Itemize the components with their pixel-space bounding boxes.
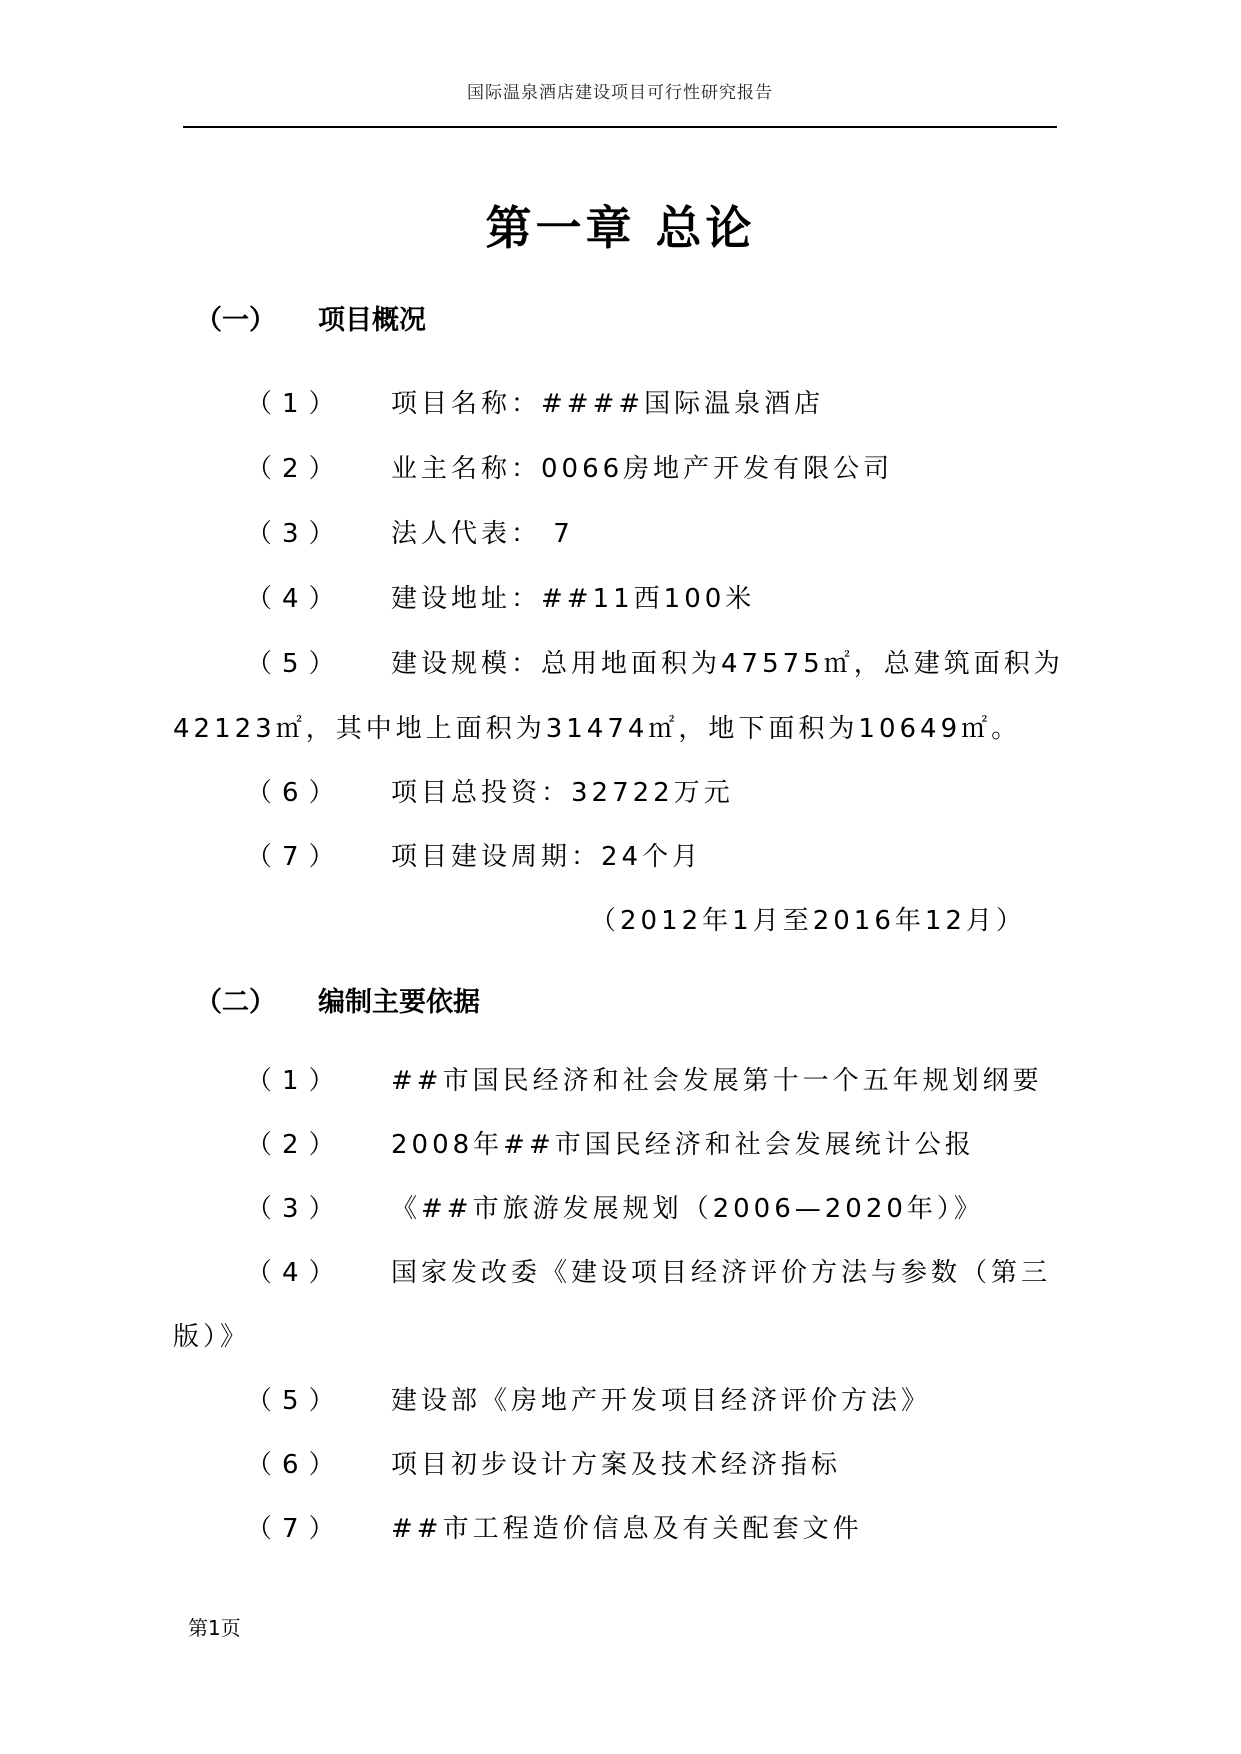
- list-item: [246, 836, 702, 873]
- item-text: ##市国民经济和社会发展第十一个五年规划纲要: [391, 1066, 1043, 1096]
- list-item: [246, 1188, 984, 1225]
- item-text: 项目名称：####国际温泉酒店: [391, 389, 825, 419]
- item-text: 项目初步设计方案及技术经济指标: [391, 1450, 842, 1480]
- item-text: 项目总投资：32722万元: [391, 778, 734, 808]
- item-text: 2008年##市国民经济和社会发展统计公报: [391, 1130, 975, 1160]
- list-item: [246, 1444, 841, 1481]
- item-number: （1）: [246, 1066, 345, 1096]
- item-number: （7）: [246, 842, 345, 872]
- item-text: ##市工程造价信息及有关配套文件: [391, 1514, 863, 1544]
- item-number: （7）: [246, 1514, 345, 1544]
- construction-period-note: （2012年1月至2016年12月）: [590, 906, 1026, 936]
- item-number: （6）: [246, 778, 345, 808]
- list-item: [246, 772, 734, 809]
- list-item: [246, 1380, 931, 1417]
- item-text: 建设规模：总用地面积为47575㎡，总建筑面积为: [391, 649, 1064, 679]
- page-number: 第1页: [188, 1616, 241, 1640]
- item-number: （5）: [246, 1386, 345, 1416]
- section-number: （二）: [195, 987, 276, 1018]
- list-item: [246, 1060, 1043, 1097]
- running-header: 国际温泉酒店建设项目可行性研究报告: [467, 83, 773, 103]
- item-text: 建设部《房地产开发项目经济评价方法》: [391, 1386, 932, 1416]
- item-continuation: 版）》: [173, 1322, 251, 1352]
- item-text: 《##市旅游发展规划（2006—2020年）》: [391, 1194, 984, 1224]
- item-text: 法人代表： 7: [391, 519, 574, 549]
- item-number: （2）: [246, 1130, 345, 1160]
- section-number: （一）: [195, 305, 276, 336]
- list-item: [246, 1252, 1051, 1289]
- item-number: （2）: [246, 454, 345, 484]
- item-number: （3）: [246, 519, 345, 549]
- list-item: [246, 1508, 863, 1545]
- chapter-title: 第一章 总论: [485, 201, 756, 255]
- section-title: 项目概况: [318, 305, 426, 336]
- section-heading-basis: [195, 980, 480, 1019]
- item-text: 建设地址：##11西100米: [391, 584, 756, 614]
- header-divider: [183, 126, 1057, 128]
- item-text: 业主名称：0066房地产开发有限公司: [391, 454, 894, 484]
- list-item: [246, 643, 1064, 680]
- section-title: 编制主要依据: [318, 987, 480, 1018]
- list-item: [246, 383, 824, 420]
- item-text: 国家发改委《建设项目经济评价方法与参数（第三: [391, 1258, 1052, 1288]
- item-number: （1）: [246, 389, 345, 419]
- section-heading-overview: [195, 298, 426, 337]
- item-text: 项目建设周期：24个月: [391, 842, 703, 872]
- item-number: （4）: [246, 584, 345, 614]
- item-number: （6）: [246, 1450, 345, 1480]
- item-number: （3）: [246, 1194, 345, 1224]
- item-number: （4）: [246, 1258, 345, 1288]
- list-item: [246, 513, 574, 550]
- list-item: [246, 578, 755, 615]
- list-item: [246, 448, 893, 485]
- item-continuation: 42123㎡，其中地上面积为31474㎡，地下面积为10649㎡。: [173, 714, 1022, 744]
- item-number: （5）: [246, 649, 345, 679]
- list-item: [246, 1124, 975, 1161]
